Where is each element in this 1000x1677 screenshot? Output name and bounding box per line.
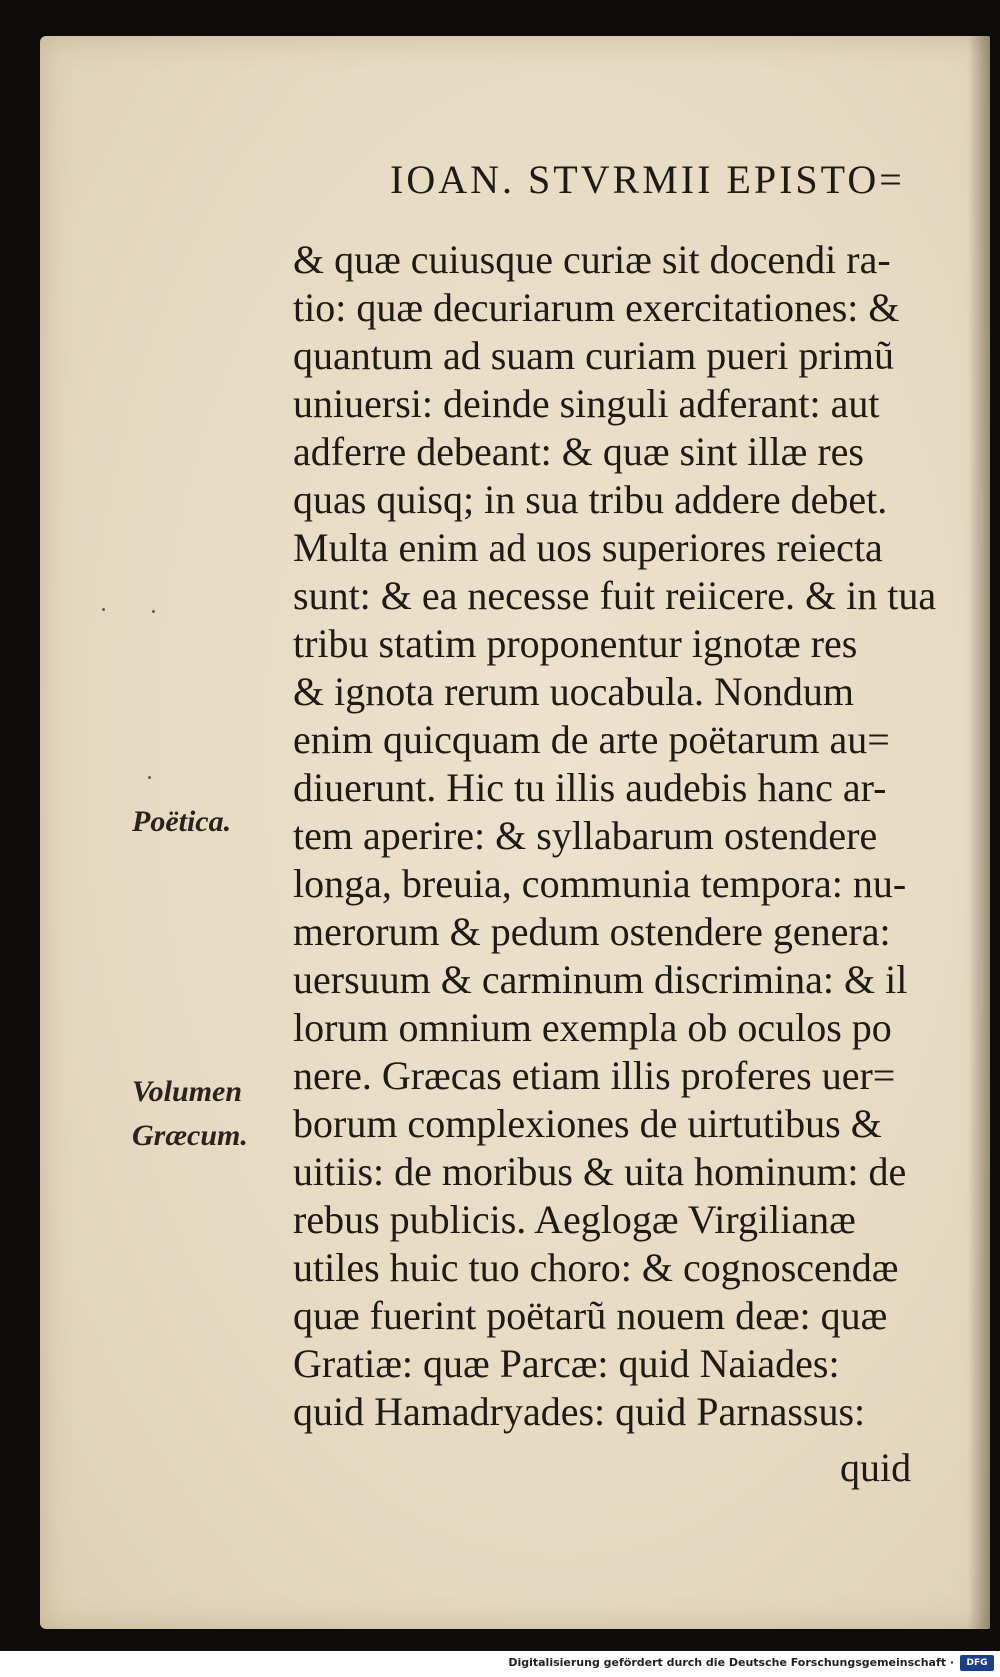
text-line: uersuum & carminum discrimina: & il (293, 957, 908, 1002)
running-head: IOAN. STVRMII EPISTO= (390, 157, 905, 202)
catchword: quid (840, 1445, 912, 1490)
margin-note-line: Græcum. (132, 1119, 248, 1152)
ink-speck (152, 610, 155, 613)
text-line: uitiis: de moribus & uita hominum: de (293, 1149, 907, 1194)
text-line: & ignota rerum uocabula. Nondum (293, 669, 854, 714)
text-line: tio: quæ decuriarum exercitationes: & (293, 285, 900, 330)
digitization-footer (0, 1651, 1000, 1677)
text-line: & quæ cuiusque curiæ sit docendi ra- (293, 237, 891, 282)
text-line: tribu statim proponentur ignotæ res (293, 621, 858, 666)
text-line: enim quicquam de arte poëtarum au= (293, 717, 890, 762)
text-line: Gratiæ: quæ Parcæ: quid Naiades: (293, 1341, 840, 1386)
text-line: lorum omnium exempla ob oculos po (293, 1005, 892, 1050)
text-line: borum complexiones de uirtutibus & (293, 1101, 882, 1146)
text-line: sunt: & ea necesse fuit reiicere. & in tua (293, 573, 937, 618)
book-page (40, 36, 990, 1629)
body-text (293, 236, 1000, 1436)
text-line: nere. Græcas etiam illis proferes uer= (293, 1053, 896, 1098)
text-line: uniuersi: deinde singuli adferant: aut (293, 381, 880, 426)
ink-speck (148, 776, 151, 779)
text-line: rebus publicis. Aeglogæ Virgilianæ (293, 1197, 856, 1242)
text-line: quæ fuerint poëtarũ nouem deæ: quæ (293, 1293, 888, 1338)
text-line: quantum ad suam curiam pueri primũ (293, 333, 894, 378)
margin-note-volumen-graecum (132, 1070, 248, 1158)
funding-credit: Digitalisierung gefördert durch die Deutsche Forschungsgemeinschaft · (508, 1656, 954, 1669)
text-line: tem aperire: & syllabarum ostendere (293, 813, 878, 858)
text-line: utiles huic tuo choro: & cognoscendæ (293, 1245, 899, 1290)
dfg-logo: DFG (960, 1655, 994, 1671)
ink-speck (102, 608, 105, 611)
text-line: diuerunt. Hic tu illis audebis hanc ar- (293, 765, 887, 810)
text-line: longa, breuia, communia tempora: nu- (293, 861, 907, 906)
text-line: Multa enim ad uos superiores reiecta (293, 525, 883, 570)
text-line: quid Hamadryades: quid Parnassus: (293, 1389, 866, 1434)
text-line: quas quisq; in sua tribu addere debet. (293, 477, 888, 522)
text-line: adferre debeant: & quæ sint illæ res (293, 429, 864, 474)
margin-note-line: Volumen (132, 1075, 243, 1108)
margin-note-poetica: Poëtica. (132, 805, 232, 838)
text-line: merorum & pedum ostendere genera: (293, 909, 891, 954)
